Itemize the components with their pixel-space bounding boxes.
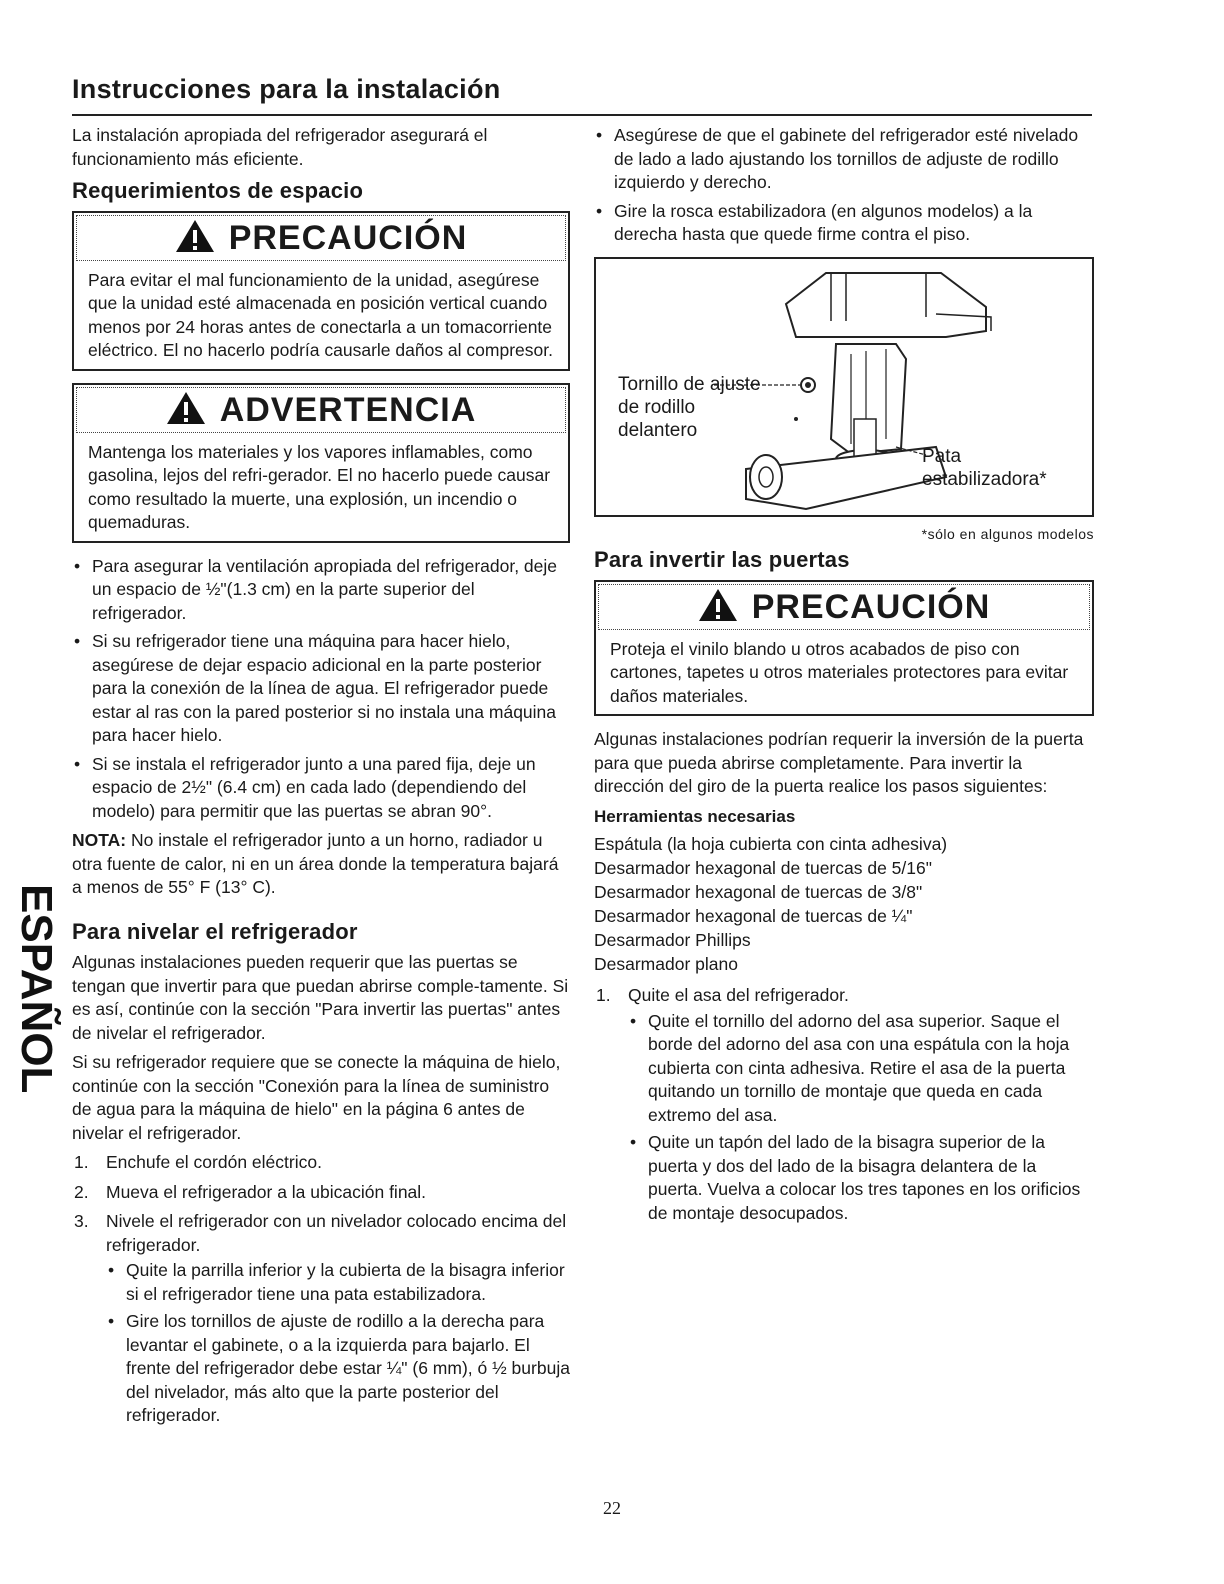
warning-triangle-icon: [166, 391, 206, 425]
step3-subbullets: [106, 1259, 570, 1428]
caution-box-2: [594, 580, 1094, 717]
level-steps: [72, 1151, 570, 1428]
level-paragraph-2: Si su refrigerador requiere que se conecte la máquina de hielo, continúe con la sección "Conexión para la línea de suministro de agua para la máquina de hielo" en la página 6 antes de nivelar el refrigerador.: [72, 1052, 561, 1143]
caution-title-2: PRECAUCIÓN: [751, 587, 991, 626]
tool-item: Desarmador hexagonal de tuercas de 3/8": [594, 882, 923, 902]
caution-box: [72, 211, 570, 371]
step-text: Mueva el refrigerador a la ubicación final.: [106, 1181, 427, 1202]
title-rule: [72, 114, 1092, 116]
list-item: • Si su refrigerador tiene una máquina para hacer hielo, asegúrese de dejar espacio adicional en la parte posterior para la conexión de la línea de agua. El refrigerador puede estar al ras con la pared posterior si no instala una máquina para hacer hielo.: [72, 630, 570, 748]
note-paragraph: [72, 829, 570, 900]
step-number: 1.: [74, 1152, 89, 1172]
step-text: Enchufe el cordón eléctrico.: [106, 1152, 322, 1172]
list-item: • Quite la parrilla inferior y la cubierta de la bisagra inferior si el refrigerador tiene una pata estabilizadora.: [106, 1259, 570, 1306]
warning-title: ADVERTENCIA: [219, 390, 477, 429]
warning-text: Mantenga los materiales y los vapores inflamables, como gasolina, lejos del refri-gerador. El no hacerlo puede causar como resultado la muerte, una explosión, un incendio o quemaduras.: [88, 441, 551, 532]
caution-header: [76, 215, 566, 261]
step-number: 3.: [74, 1211, 89, 1231]
tool-item: Desarmador Phillips: [594, 930, 751, 950]
left-column: [72, 124, 570, 1434]
screw-label: Tornillo de ajuste de rodillo delantero: [618, 373, 761, 441]
space-heading: Requerimientos de espacio: [72, 178, 364, 203]
step-item: [72, 1181, 570, 1205]
warning-box: [72, 383, 570, 543]
tools-list: [594, 832, 1094, 976]
list-item: • Gire los tornillos de ajuste de rodillo a la derecha para levantar el gabinete, o a la izquierda para bajarlo. El frente del refrigerador debe estar ¼" (6 mm), ó ½ burbuja del nivelador, más alto que la parte posterior del refrigerador.: [106, 1310, 570, 1428]
right-column: [594, 124, 1094, 1231]
list-item: • Para asegurar la ventilación apropiada del refrigerador, deje un espacio de ½"(1.3 cm) en la parte superior del refrigerador.: [72, 555, 570, 626]
step1-subbullets: [628, 1010, 1094, 1226]
step-number: 2.: [74, 1181, 89, 1202]
doors-heading: Para invertir las puertas: [594, 547, 850, 572]
step-item: [72, 1210, 570, 1428]
door-steps: [594, 984, 1094, 1225]
list-item: • Gire la rosca estabilizadora (en algunos modelos) a la derecha hasta que quede firme contra el piso.: [594, 200, 1094, 247]
list-item: • Asegúrese de que el gabinete del refrigerador esté nivelado de lado a lado ajustando los tornillos de adjuste de rodillo izquierdo y derecho.: [594, 124, 1094, 195]
tool-item: Espátula (la hoja cubierta con cinta adhesiva): [594, 834, 948, 854]
page-number: 22: [603, 1498, 621, 1518]
caution-text: Para evitar el mal funcionamiento de la unidad, asegúrese que la unidad esté almacenada en posición vertical cuando menos por 24 horas antes de conectarla a un tomacorriente eléctrico. El no hacerlo podría causarle daños al compresor.: [88, 269, 553, 360]
level-heading: Para nivelar el refrigerador: [72, 918, 358, 944]
level-bullets: [594, 124, 1094, 247]
caution-title: PRECAUCIÓN: [228, 218, 468, 257]
list-item: • Si se instala el refrigerador junto a una pared fija, deje un espacio de 2½" (6.4 cm) en cada lado (dependiendo del modelo) para permitir que las puertas se abran 90°.: [72, 753, 570, 824]
tool-item: Desarmador hexagonal de tuercas de 5/16": [594, 858, 932, 878]
caution-header-2: [598, 584, 1090, 630]
space-bullets: [72, 555, 570, 824]
note-text: No instale el refrigerador junto a un horno, radiador u otra fuente de calor, ni en un área donde la temperatura bajará a menos de 55° F (13° C).: [72, 830, 559, 897]
intro-text: La instalación apropiada del refrigerador asegurará el funcionamiento más eficiente.: [72, 125, 488, 169]
step-item: [594, 984, 1094, 1225]
step-item: [72, 1151, 570, 1175]
page-title: Instrucciones para la instalación: [72, 74, 501, 104]
list-item: • Quite el tornillo del adorno del asa superior. Saque el borde del adorno del asa con una espátula con la hoja cubierta con cinta adhesiva. Retire el asa de la puerta quitando un tornillo de montaje que queda en cada extremo del asa.: [628, 1010, 1094, 1128]
side-tab-label: ESPAÑOL: [12, 884, 61, 1094]
warning-triangle-icon: [698, 588, 738, 622]
note-label: NOTA:: [72, 830, 127, 850]
stabilizer-figure: [594, 257, 1094, 517]
leg-label: Pata estabilizadora*: [922, 445, 1047, 490]
side-tab-espanol: [0, 878, 61, 1118]
doors-intro: Algunas instalaciones podrían requerir la inversión de la puerta para que pueda abrirse completamente. Para invertir la dirección del giro de la puerta realice los pasos siguientes:: [594, 729, 1084, 796]
tool-item: Desarmador hexagonal de tuercas de ¼": [594, 906, 913, 926]
warning-triangle-icon: [175, 219, 215, 253]
level-paragraph-1: Algunas instalaciones pueden requerir que las puertas se tengan que invertir para que puedan abrirse comple-tamente. Si es así, continúe con la sección "Para invertir las puertas" antes de nivelar el refrigerador.: [72, 952, 569, 1043]
step-text: Nivele el refrigerador con un nivelador colocado encima del refrigerador.: [106, 1211, 567, 1255]
warning-header: [76, 387, 566, 433]
step-text: Quite el asa del refrigerador.: [628, 985, 849, 1005]
tools-heading: Herramientas necesarias: [594, 806, 796, 826]
footnote: *sólo en algunos modelos: [921, 525, 1094, 542]
step-number: 1.: [596, 985, 611, 1005]
tool-item: Desarmador plano: [594, 954, 738, 974]
list-item: • Quite un tapón del lado de la bisagra superior de la puerta y dos del lado de la bisagra delantera de la puerta. Vuelva a colocar los tres tapones en los orificios de montaje desocupados.: [628, 1131, 1094, 1225]
caution-text-2: Proteja el vinilo blando u otros acabados de piso con cartones, tapetes u otros materiales protectores para evitar daños materiales.: [610, 638, 1069, 706]
